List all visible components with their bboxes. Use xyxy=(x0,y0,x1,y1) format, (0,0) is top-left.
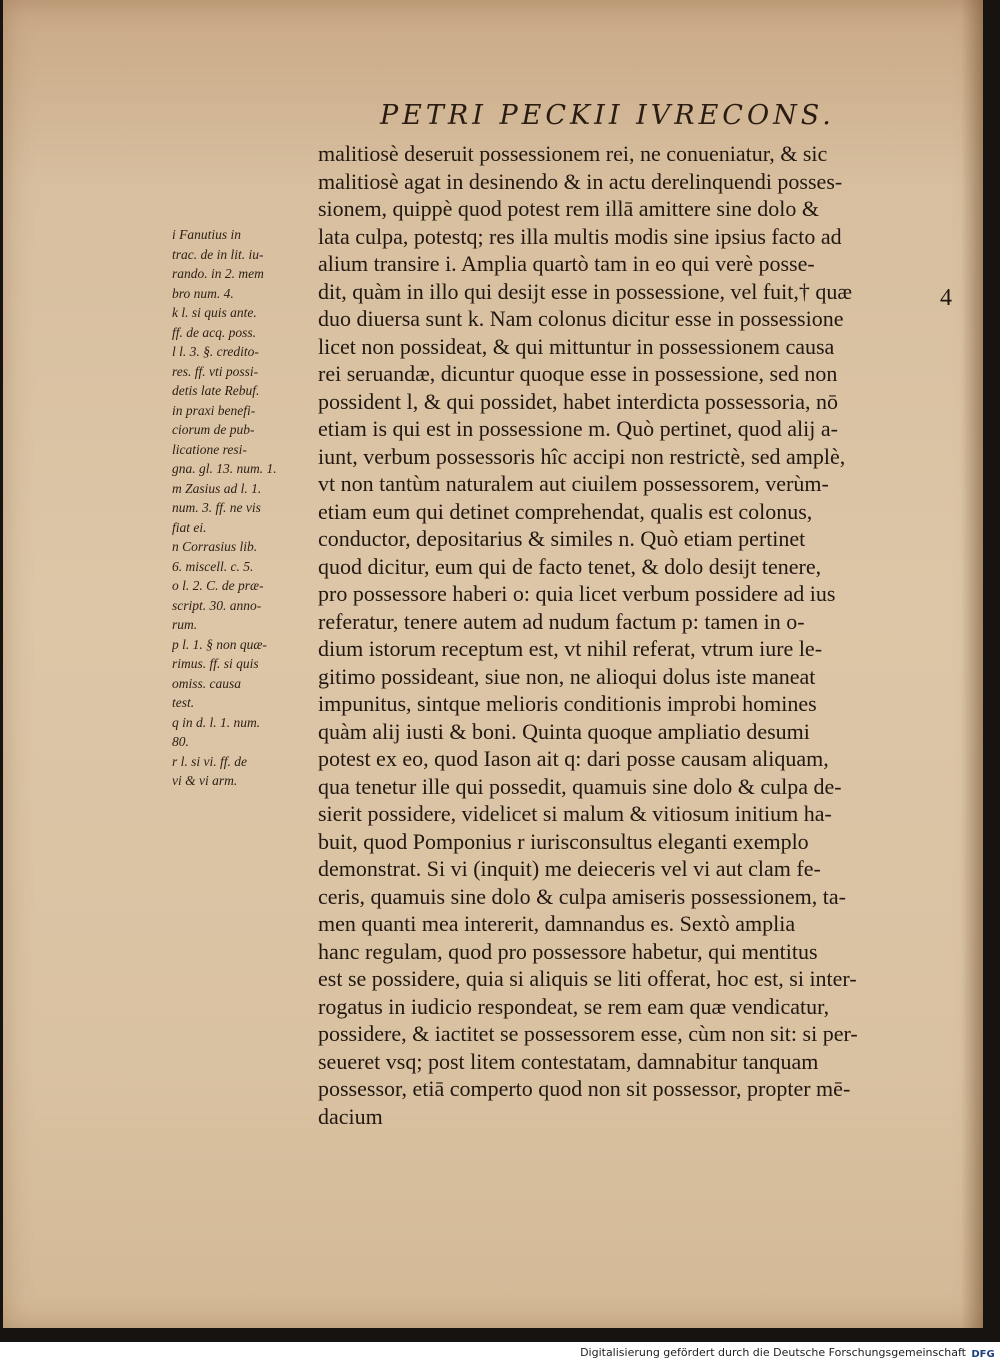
running-head: PETRI PECKII IVRECONS. xyxy=(380,100,835,131)
body-line: gitimo possideant, siue non, ne alioqui dolus iste maneat xyxy=(318,663,816,689)
body-line: rogatus in iudicio respondeat, se rem eam quæ vendicatur, xyxy=(318,993,830,1019)
body-line: conductor, depositarius & similes n. Quò etiam pertinet xyxy=(318,526,806,551)
marginal-note-line: res. ff. vti possi- xyxy=(172,363,259,379)
body-line: potest ex eo, quod Iason ait q: dari posse causam aliquam, xyxy=(318,746,829,771)
marginal-note-line: q in d. l. 1. num. xyxy=(172,714,261,730)
marginal-note-line: licatione resi- xyxy=(172,441,247,457)
marginal-note-line: gna. gl. 13. num. 1. xyxy=(172,461,277,476)
marginal-note-line: p l. 1. § non quæ- xyxy=(172,636,267,652)
marginal-note-line: script. 30. anno- xyxy=(172,597,262,613)
marginal-note-line: detis late Rebuf. xyxy=(172,383,260,398)
marginal-note-line: bro num. 4. xyxy=(172,285,234,301)
marginal-note-line: ciorum de pub- xyxy=(172,422,255,437)
body-line: possident l, & qui possidet, habet interdicta possessoria, nō xyxy=(318,388,838,414)
body-line: dium istorum receptum est, vt nihil referat, vtrum iure le- xyxy=(318,636,823,661)
marginal-note-line: ff. de acq. poss. xyxy=(172,324,256,340)
body-line: vt non tantùm naturalem aut ciuilem possessorem, verùm- xyxy=(318,471,829,496)
marginal-note-line: n Corrasius lib. xyxy=(172,539,258,554)
marginal-note-line: l l. 3. §. credito- xyxy=(172,344,259,359)
footer-credit: Digitalisierung gefördert durch die Deutsche Forschungsgemeinschaft xyxy=(580,1346,966,1359)
svg-text:DFG: DFG xyxy=(971,1349,995,1360)
body-line: dacium xyxy=(318,1103,383,1129)
marginal-note-line: num. 3. ff. ne vis xyxy=(172,500,261,515)
body-line: demonstrat. Si vi (inquit) me deieceris vel vi aut clam fe- xyxy=(318,856,821,881)
body-line: dit, quàm in illo qui desijt esse in possessione, vel fuit,† quæ xyxy=(318,278,853,304)
marginal-note-line: i Fanutius in xyxy=(172,227,242,242)
page-edge-shadow xyxy=(961,0,983,1328)
body-line: seueret vsq; post litem contestatam, damnabitur tanquam xyxy=(318,1048,819,1074)
body-line: alium transire i. Amplia quartò tam in eo qui verè posse- xyxy=(318,251,815,276)
marginal-notes xyxy=(172,225,322,791)
body-line: pro possessore haberi o: quia licet verbum possidere ad ius xyxy=(318,581,836,606)
marginal-note-line: r l. si vi. ff. de xyxy=(172,753,247,769)
body-line: men quanti mea intererit, damnandus es. Sextò amplia xyxy=(318,911,796,936)
body-line: malitiosè deseruit possessionem rei, ne conueniatur, & sic xyxy=(318,141,828,166)
body-line: qua tenetur ille qui possedit, quamuis sine dolo & culpa de- xyxy=(318,773,842,799)
digitization-footer xyxy=(0,1342,1000,1365)
marginal-note-line: omiss. causa xyxy=(172,675,242,691)
body-line: possidere, & iactitet se possessorem esse, cùm non sit: si per- xyxy=(318,1021,858,1046)
body-line: referatur, tenere autem ad nudum factum p: tamen in o- xyxy=(318,608,805,634)
marginal-note-line: trac. de in lit. iu- xyxy=(172,246,264,262)
dfg-logo-icon xyxy=(970,1346,996,1360)
margin-number: 4 xyxy=(940,285,952,311)
body-line: quod dicitur, eum qui de facto tenet, & dolo desijt tenere, xyxy=(318,553,822,579)
body-line: quàm alij iusti & boni. Quinta quoque ampliatio desumi xyxy=(318,718,810,744)
body-line: possessor, etiā comperto quod non sit possessor, propter mē- xyxy=(318,1076,851,1101)
marginal-note-line: o l. 2. C. de præ- xyxy=(172,578,264,593)
body-line: licet non possideat, & qui mittuntur in possessionem causa xyxy=(318,333,835,359)
body-line: lata culpa, potestq; res illa multis modis sine ipsius facto ad xyxy=(318,223,842,249)
marginal-note-line: 6. miscell. c. 5. xyxy=(172,558,254,574)
marginal-note-line: rimus. ff. si quis xyxy=(172,656,259,671)
marginal-note-line: fiat ei. xyxy=(172,519,207,535)
marginal-note-line: vi & vi arm. xyxy=(172,773,238,788)
marginal-note-line: k l. si quis ante. xyxy=(172,305,257,320)
marginal-note-line: rando. in 2. mem xyxy=(172,266,264,281)
body-line: est se possidere, quia si aliquis se liti offerat, hoc est, si inter- xyxy=(318,966,857,991)
body-line: sierit possidere, videlicet si malum & vitiosum initium ha- xyxy=(318,801,832,826)
body-line: iunt, verbum possessoris hîc accipi non restrictè, sed amplè, xyxy=(318,443,846,469)
marginal-note-line: rum. xyxy=(172,617,198,632)
body-line: malitiosè agat in desinendo & in actu derelinquendi posses- xyxy=(318,168,843,194)
marginal-note-line: test. xyxy=(172,695,195,710)
body-line: rei seruandæ, dicuntur quoque esse in possessione, sed non xyxy=(318,361,838,386)
body-line: ceris, quamuis sine dolo & culpa amiseris possessionem, ta- xyxy=(318,883,846,909)
body-line: sionem, quippè quod potest rem illā amittere sine dolo & xyxy=(318,196,820,221)
body-line: etiam eum qui detinet comprehendat, qualis est colonus, xyxy=(318,498,813,524)
body-text xyxy=(318,140,954,1130)
marginal-note-line: in praxi benefi- xyxy=(172,402,256,418)
body-line: etiam is qui est in possessione m. Quò pertinet, quod alij a- xyxy=(318,416,838,441)
body-line: duo diuersa sunt k. Nam colonus dicitur esse in possessione xyxy=(318,306,844,331)
body-line: impunitus, sintque melioris conditionis improbi homines xyxy=(318,691,817,716)
marginal-note-line: m Zasius ad l. 1. xyxy=(172,480,262,496)
body-line: hanc regulam, quod pro possessore habetur, qui mentitus xyxy=(318,938,818,964)
marginal-note-line: 80. xyxy=(172,734,189,749)
body-line: buit, quod Pomponius r iurisconsultus eleganti exemplo xyxy=(318,828,809,854)
